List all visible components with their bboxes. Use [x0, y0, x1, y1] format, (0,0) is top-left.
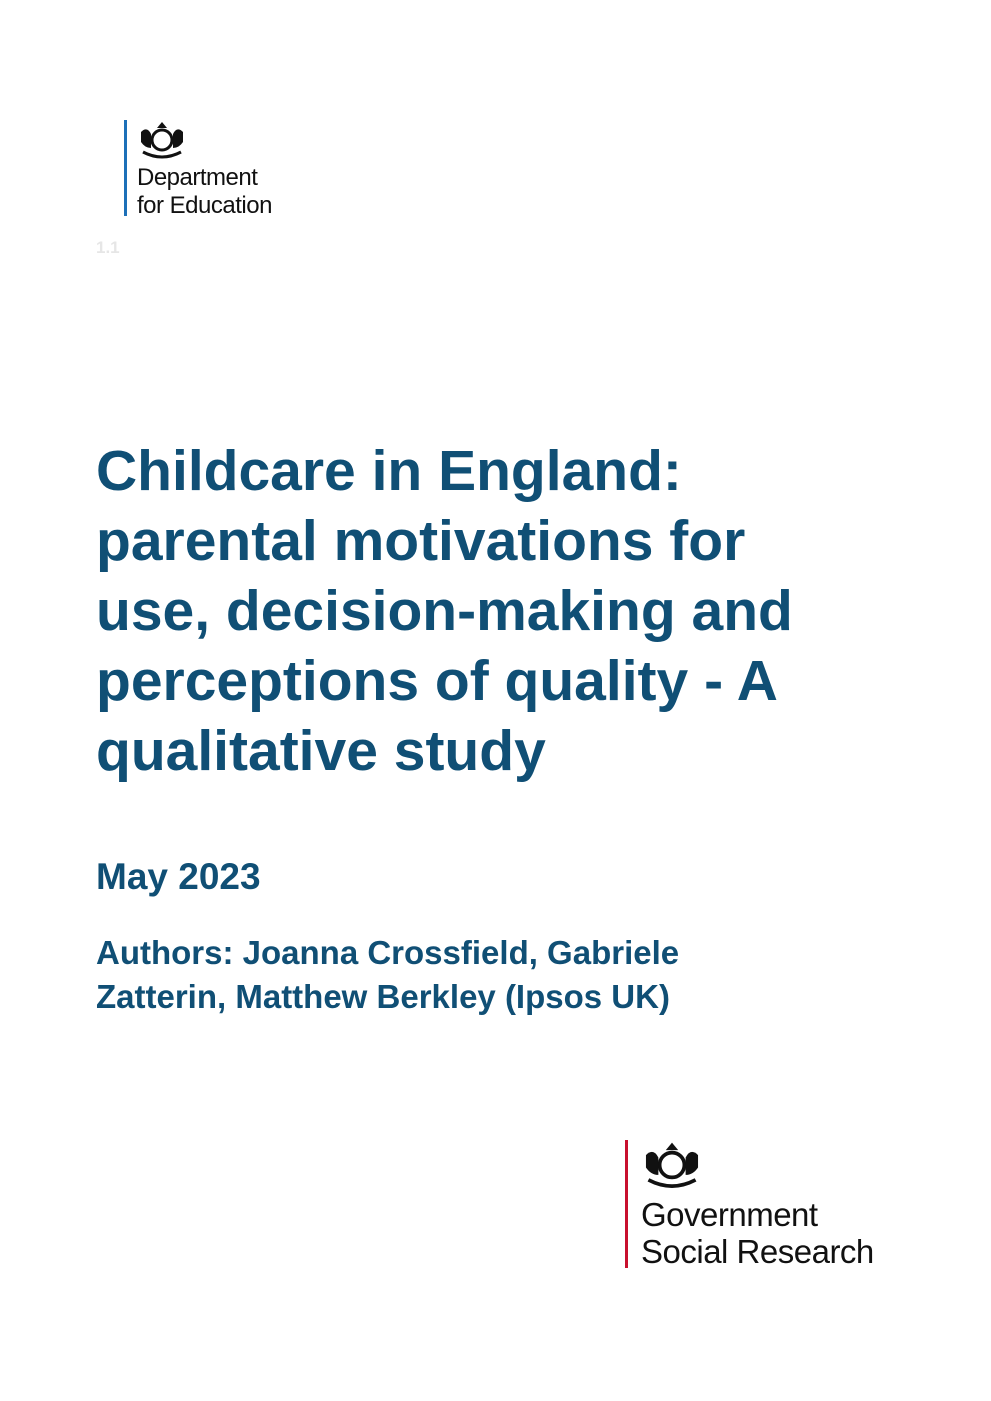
- royal-coat-of-arms-icon: [641, 1140, 703, 1190]
- authors: [96, 931, 796, 1019]
- title-line: use, decision-making and: [96, 579, 793, 643]
- authors-line: Authors: Joanna Crossfield, Gabriele: [96, 934, 680, 971]
- title-line: Childcare in England:: [96, 439, 682, 503]
- section-number: 1.1: [96, 238, 120, 257]
- authors-line: Zatterin, Matthew Berkley (Ipsos UK): [96, 978, 670, 1015]
- royal-coat-of-arms-icon: [137, 120, 187, 160]
- title-line: perceptions of quality - A: [96, 649, 778, 713]
- logo-line-1: Government: [641, 1196, 818, 1233]
- government-social-research-logo: [625, 1140, 874, 1268]
- document-title: [96, 436, 896, 786]
- logo-line-2: Social Research: [641, 1233, 874, 1270]
- publication-date: May 2023: [96, 856, 261, 897]
- title-line: parental motivations for: [96, 509, 746, 573]
- title-line: qualitative study: [96, 719, 546, 783]
- logo-line-1: Department: [137, 164, 258, 191]
- department-for-education-logo: [124, 120, 272, 219]
- logo-line-2: for Education: [137, 192, 272, 219]
